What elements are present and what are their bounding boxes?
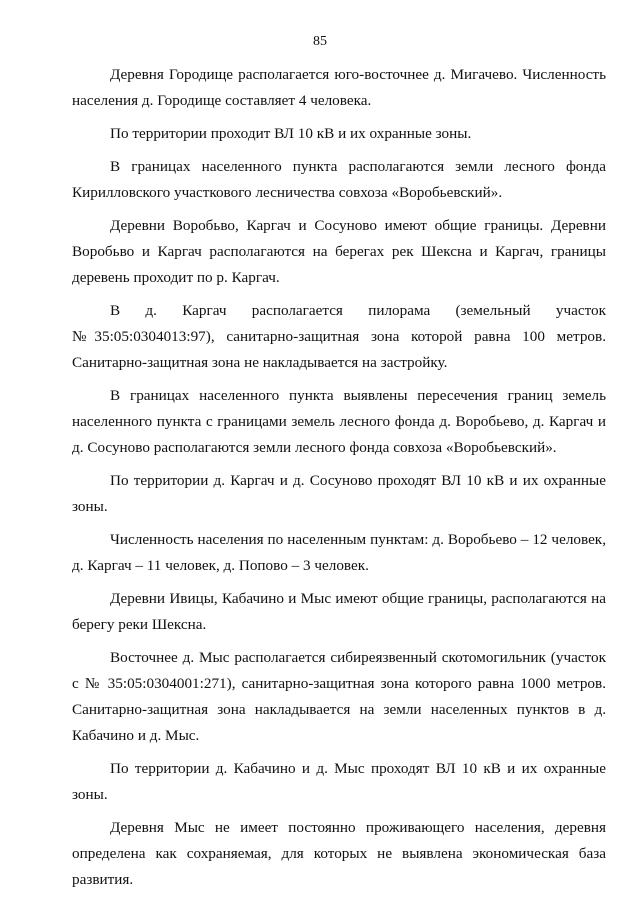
paragraph-cattle-burial: Восточнее д. Мыс располагается сибиреязвенный скотомогильник (участок с № 35:05:0304001:271), санитарно-защитная зона которого равна 1000 метров. Санитарно-защитная зона накладывается на земли населенных пунктов в д. Кабачино и д. Мыс. [72, 649, 606, 744]
document-body [72, 62, 606, 900]
paragraph-forest-fund-2: В границах населенного пункта выявлены пересечения границ земель населенного пункта с границами земель лесного фонда д. Воробьево, д. Каргач и д. Сосуново располагаются земли лесного фонда совхоза «Воробьевский». [72, 387, 606, 456]
paragraph-sawmill: В д. Каргач располагается пилорама (земельный участок №35:05:0304013:97), санитарно-защитная зона которой равна 100 метров. Санитарно-защитная зона не накладывается на застройку. [72, 302, 606, 371]
paragraph-vorobvo-kargach: Деревни Воробьво, Каргач и Сосуново имеют общие границы. Деревни Воробьво и Каргач располагаются на берегах рек Шексна и Каргач, границы деревень проходит по р. Каргач. [72, 217, 606, 286]
paragraph-forest-fund-1: В границах населенного пункта располагаются земли лесного фонда Кирилловского участкового лесничества совхоза «Воробьевский». [72, 158, 606, 201]
paragraph-population: Численность населения по населенным пунктам: д. Воробьево – 12 человек, д. Каргач – 11 человек, д. Попово – 3 человек. [72, 531, 606, 574]
paragraph-gorodishche: Деревня Городище располагается юго-восточнее д. Мигачево. Численность населения д. Городище составляет 4 человека. [72, 66, 606, 109]
paragraph-ivitsy-kabachino-mys: Деревни Ивицы, Кабачино и Мыс имеют общие границы, располагаются на берегу реки Шексна. [72, 590, 606, 633]
paragraph-power-line-3: По территории д. Кабачино и д. Мыс проходят ВЛ 10 кВ и их охранные зоны. [72, 760, 606, 803]
paragraph-mys-status: Деревня Мыс не имеет постоянно проживающего населения, деревня определена как сохраняемая, для которых не выявлена экономическая база развития. [72, 819, 606, 888]
paragraph-power-line-2: По территории д. Каргач и д. Сосуново проходят ВЛ 10 кВ и их охранные зоны. [72, 472, 606, 515]
page-number: 85 [313, 34, 327, 49]
paragraph-power-line-1: По территории проходит ВЛ 10 кВ и их охранные зоны. [110, 125, 472, 142]
